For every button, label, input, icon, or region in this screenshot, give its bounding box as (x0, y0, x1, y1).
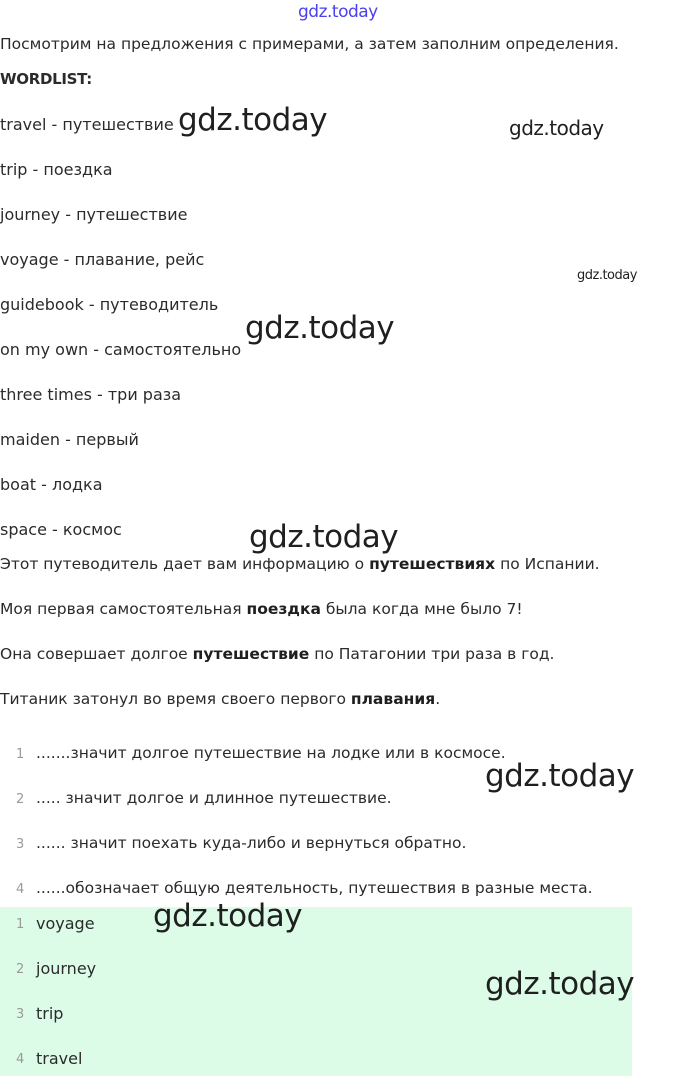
watermark: gdz.today (249, 519, 399, 555)
answer-text: travel (36, 1049, 83, 1068)
example-sentence: Моя первая самостоятельная поездка была когда мне было 7! (0, 600, 523, 618)
wordlist-item: travel - путешествие (0, 115, 174, 134)
wordlist-item: trip - поездка (0, 160, 113, 179)
question-number: 4 (16, 882, 25, 897)
wordlist-item: on my own - самостоятельно (0, 340, 242, 359)
answer-text: voyage (36, 914, 95, 933)
example-sentence: Этот путеводитель дает вам информацию о путешествиях по Испании. (0, 555, 600, 573)
intro-text: Посмотрим на предложения с примерами, а затем заполним определения. (0, 35, 619, 53)
watermark: gdz.today (245, 310, 395, 346)
answer-text: trip (36, 1004, 64, 1023)
wordlist-item: maiden - первый (0, 430, 139, 449)
answer-number: 1 (16, 917, 25, 932)
wordlist-item: three times - три раза (0, 385, 182, 404)
question-text: ..... значит долгое и длинное путешествие. (36, 789, 392, 807)
site-link[interactable]: gdz.today (298, 2, 378, 22)
answer-number: 4 (16, 1052, 25, 1067)
watermark: gdz.today (178, 102, 328, 138)
watermark: gdz.today (485, 966, 635, 1002)
watermark: gdz.today (577, 268, 637, 283)
wordlist-item: voyage - плавание, рейс (0, 250, 205, 269)
example-sentence: Она совершает долгое путешествие по Патагонии три раза в год. (0, 645, 555, 663)
watermark: gdz.today (509, 116, 604, 140)
question-number: 1 (16, 747, 25, 762)
answer-number: 3 (16, 1007, 25, 1022)
answer-number: 2 (16, 962, 25, 977)
question-text: .......значит долгое путешествие на лодке или в космосе. (36, 744, 506, 762)
answer-text: journey (36, 959, 97, 978)
question-text: ......обозначает общую деятельность, путешествия в разные места. (36, 879, 593, 897)
wordlist-item: boat - лодка (0, 475, 103, 494)
watermark: gdz.today (485, 758, 635, 794)
wordlist-item: journey - путешествие (0, 205, 188, 224)
wordlist-item: space - космос (0, 520, 122, 539)
question-number: 3 (16, 837, 25, 852)
wordlist-heading: WORDLIST: (0, 70, 92, 88)
question-number: 2 (16, 792, 25, 807)
question-text: ...... значит поехать куда-либо и вернуться обратно. (36, 834, 467, 852)
watermark: gdz.today (153, 898, 303, 934)
example-sentence: Титаник затонул во время своего первого плавания. (0, 690, 441, 708)
wordlist-item: guidebook - путеводитель (0, 295, 219, 314)
